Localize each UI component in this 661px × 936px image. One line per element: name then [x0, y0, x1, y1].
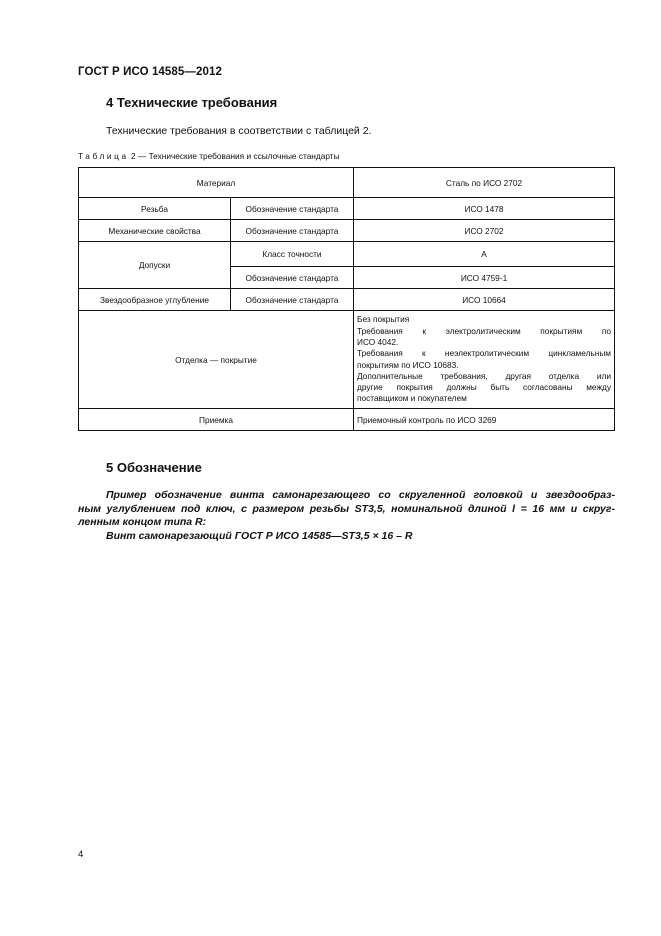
finish-line: покрытиям по ИСО 10683. — [357, 359, 459, 370]
row-mechanical-label: Механические свойства — [79, 220, 231, 242]
row-mechanical-value: ИСО 2702 — [354, 220, 615, 242]
row-recess-value: ИСО 10664 — [354, 289, 615, 311]
row-finish-label: Отделка — покрытие — [79, 311, 354, 409]
row-thread-value: ИСО 1478 — [354, 198, 615, 220]
section-4-title: 4 Технические требования — [106, 95, 278, 110]
table-row — [79, 289, 615, 311]
finish-line: Дополнительные требования, другая отделка или — [357, 370, 611, 381]
row-tolerances-value1: А — [354, 242, 615, 267]
finish-line: Требования к неэлектролитическим цинкламельным — [357, 348, 611, 359]
designation-code: Винт самонарезающий ГОСТ Р ИСО 14585—ST3,5 × 16 – R — [106, 529, 413, 542]
row-tolerances-sub2: Обозначение стандарта — [231, 267, 354, 289]
finish-line: другие покрытия должны быть согласованы между — [357, 382, 611, 393]
finish-line: Требования к электролитическим покрытиям по — [357, 325, 611, 336]
row-thread-label: Резьба — [79, 198, 231, 220]
row-recess-label: Звездообразное углубление — [79, 289, 231, 311]
header-material: Материал — [79, 168, 354, 198]
example-line: ным углублением под ключ, с размером резьбы ST3,5, номинальной длиной l = 16 мм и скруг- — [78, 502, 615, 515]
example-line: Пример обозначение винта самонарезающего со скругленной головкой и звездообраз- — [106, 489, 615, 501]
section-4-intro: Технические требования в соответствии с таблицей 2. — [106, 125, 372, 137]
requirements-table — [78, 167, 615, 431]
page-number: 4 — [78, 849, 84, 860]
row-tolerances-value2: ИСО 4759-1 — [354, 267, 615, 289]
table-caption-prefix: Таблица — [78, 151, 129, 161]
table-row — [79, 198, 615, 220]
table-row — [79, 311, 615, 409]
header-steel: Сталь по ИСО 2702 — [354, 168, 615, 198]
finish-line: поставщиком и покупателем — [357, 393, 467, 404]
document-header: ГОСТ Р ИСО 14585—2012 — [78, 66, 223, 78]
table-row — [79, 242, 615, 267]
table-header-row — [79, 168, 615, 198]
row-finish-value — [354, 311, 615, 409]
row-tolerances-label: Допуски — [79, 242, 231, 289]
finish-line: Без покрытия — [357, 314, 410, 325]
example-line: ленным концом типа R: — [78, 516, 207, 528]
row-mechanical-sub: Обозначение стандарта — [231, 220, 354, 242]
finish-line: ИСО 4042. — [357, 336, 399, 347]
row-thread-sub: Обозначение стандарта — [231, 198, 354, 220]
row-acceptance-value: Приемочный контроль по ИСО 3269 — [354, 409, 615, 431]
table-row — [79, 220, 615, 242]
section-5-title: 5 Обозначение — [106, 460, 202, 475]
row-recess-sub: Обозначение стандарта — [231, 289, 354, 311]
row-tolerances-sub1: Класс точности — [231, 242, 354, 267]
row-acceptance-label: Приемка — [79, 409, 354, 431]
table-caption — [78, 151, 340, 161]
table-row — [79, 409, 615, 431]
table-caption-text: 2 — Технические требования и ссылочные стандарты — [131, 151, 340, 161]
designation-example — [78, 489, 615, 543]
